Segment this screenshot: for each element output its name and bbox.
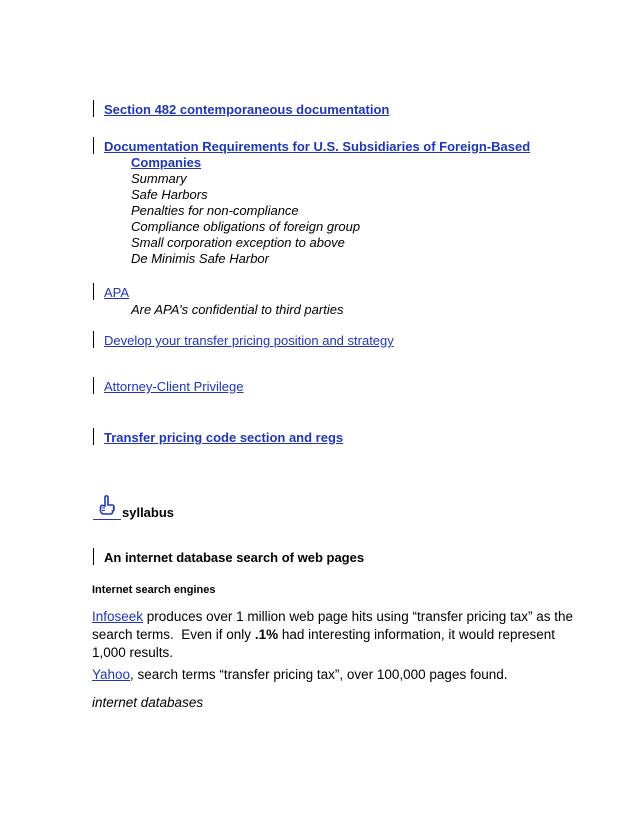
- link-develop-strategy[interactable]: Develop your transfer pricing position and strategy: [104, 333, 394, 348]
- search-heading: An internet database search of web pages: [104, 550, 365, 565]
- link-attorney-client[interactable]: Attorney-Client Privilege: [104, 379, 244, 394]
- link-infoseek[interactable]: Infoseek: [92, 609, 144, 624]
- apa-sub: Are APA’s confidential to third parties: [131, 302, 344, 317]
- doc-sub-de-minimis: De Minimis Safe Harbor: [131, 251, 269, 266]
- link-apa[interactable]: APA: [104, 285, 130, 300]
- doc-sub-summary: Summary: [131, 171, 187, 186]
- bullet-marker: [93, 428, 96, 445]
- internet-databases: internet databases: [92, 695, 204, 710]
- yahoo-text: , search terms “transfer pricing tax”, over 100,000 pages found.: [130, 667, 508, 682]
- syllabus-label: syllabus: [122, 505, 175, 520]
- bullet-marker: [93, 283, 96, 300]
- doc-sub-penalties: Penalties for non-compliance: [131, 203, 299, 218]
- bullet-marker: [93, 137, 96, 154]
- doc-sub-small-corp: Small corporation exception to above: [131, 235, 345, 250]
- bullet-marker: [93, 331, 96, 348]
- doc-sub-safe-harbors: Safe Harbors: [131, 187, 208, 202]
- link-documentation-requirements[interactable]: Documentation Requirements for U.S. Subsidiaries of Foreign-Based: [104, 139, 531, 154]
- link-yahoo[interactable]: Yahoo: [92, 667, 131, 682]
- bullet-marker: [93, 377, 96, 394]
- link-documentation-requirements-line2[interactable]: Companies: [131, 155, 202, 170]
- bullet-marker: [93, 100, 96, 117]
- yahoo-paragraph: [92, 666, 508, 684]
- pointing-hand-icon: [95, 495, 119, 517]
- syllabus-link[interactable]: [93, 495, 121, 520]
- link-section-482[interactable]: Section 482 contemporaneous documentation: [104, 102, 390, 117]
- link-code-section[interactable]: Transfer pricing code section and regs: [104, 430, 344, 445]
- bullet-marker: [93, 548, 96, 565]
- infoseek-bold: .1%: [254, 627, 279, 642]
- infoseek-text-2: search terms. Even if only: [92, 627, 255, 642]
- infoseek-paragraph: [92, 608, 592, 662]
- engines-heading: Internet search engines: [92, 584, 216, 596]
- infoseek-text-3: had interesting information, it would represent: [278, 627, 555, 642]
- doc-sub-compliance: Compliance obligations of foreign group: [131, 219, 361, 234]
- infoseek-text-1: produces over 1 million web page hits using “transfer pricing tax” as the: [143, 609, 574, 624]
- infoseek-text-4: 1,000 results.: [92, 645, 174, 660]
